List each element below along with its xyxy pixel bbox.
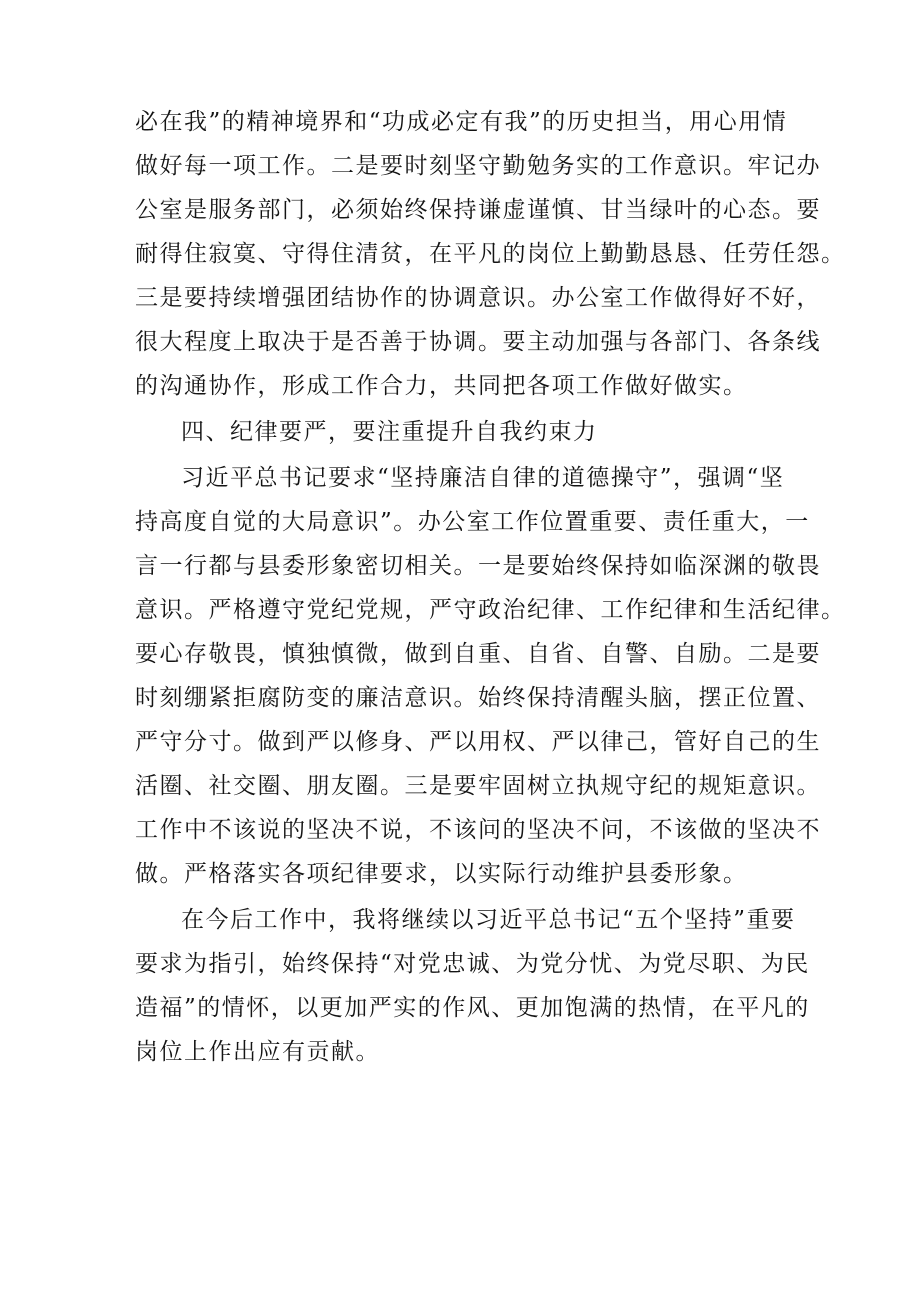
paragraph-line: 持高度自觉的大局意识”。办公室工作位置重要、责任重大，一 (135, 509, 810, 535)
paragraph-line: 工作中不该说的坚决不说，不该问的坚决不问，不该做的坚决不 (135, 817, 821, 843)
paragraph-line: 岗位上作出应有贡献。 (135, 1039, 380, 1065)
paragraph-line: 做好每一项工作。二是要时刻坚守勤勉务实的工作意识。牢记办 (135, 153, 821, 179)
paragraph-line: 必在我”的精神境界和“功成必定有我”的历史担当，用心用情 (135, 109, 788, 135)
paragraph-line: 活圈、社交圈、朋友圈。三是要牢固树立执规守纪的规矩意识。 (135, 773, 821, 799)
section-heading: 四、纪律要严，要注重提升自我约束力 (181, 419, 598, 445)
paragraph-line: 意识。严格遵守党纪党规，严守政治纪律、工作纪律和生活纪律。 (135, 597, 846, 623)
paragraph-line: 严守分寸。做到严以修身、严以用权、严以律己，管好自己的生 (135, 729, 821, 755)
paragraph-line: 在今后工作中，我将继续以习近平总书记“五个坚持”重要 (181, 907, 796, 933)
paragraph-line: 的沟通协作，形成工作合力，共同把各项工作做好做实。 (135, 373, 748, 399)
paragraph-line: 造福”的情怀，以更加严实的作风、更加饱满的热情，在平凡的 (135, 995, 810, 1021)
paragraph-line: 习近平总书记要求“坚持廉洁自律的道德操守”，强调“坚 (181, 465, 785, 491)
paragraph-line: 要心存敬畏，慎独慎微，做到自重、自省、自警、自励。二是要 (135, 641, 821, 667)
document-body (135, 103, 846, 1077)
paragraph-line: 要求为指引，始终保持“对党忠诚、为党分忧、为党尽职、为民 (135, 951, 810, 977)
paragraph-line: 做。严格落实各项纪律要求，以实际行动维护县委形象。 (135, 861, 748, 887)
paragraph-line: 时刻绷紧拒腐防变的廉洁意识。始终保持清醒头脑，摆正位置、 (135, 685, 821, 711)
paragraph-line: 公室是服务部门，必须始终保持谦虚谨慎、甘当绿叶的心态。要 (135, 197, 821, 223)
paragraph-line: 言一行都与县委形象密切相关。一是要始终保持如临深渊的敬畏 (135, 553, 821, 579)
paragraph-line: 三是要持续增强团结协作的协调意识。办公室工作做得好不好， (135, 285, 821, 311)
paragraph-line: 很大程度上取决于是否善于协调。要主动加强与各部门、各条线 (135, 329, 821, 355)
paragraph-line: 耐得住寂寞、守得住清贫，在平凡的岗位上勤勤恳恳、任劳任怨。 (135, 241, 846, 267)
